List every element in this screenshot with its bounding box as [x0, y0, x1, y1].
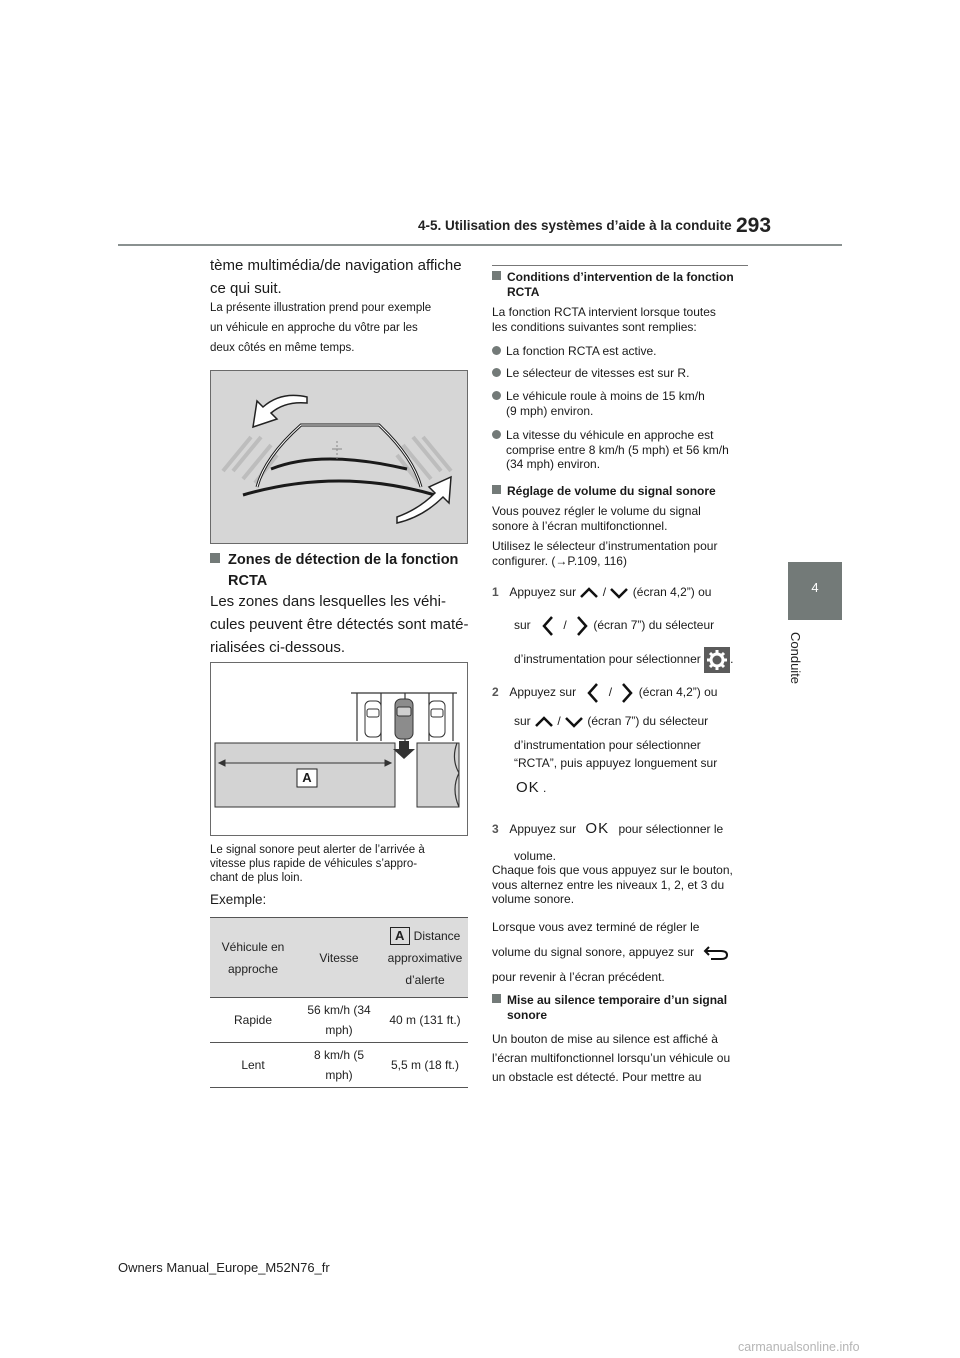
- body-line: configurer. (→P.109, 116): [492, 553, 627, 568]
- step-3-text: [492, 863, 733, 907]
- parked-car-left: [365, 701, 381, 737]
- zones-heading-line: Zones de détection de la fonction: [228, 552, 459, 568]
- heading-square-icon: [492, 485, 501, 494]
- step-1-line-2: [514, 615, 714, 637]
- zones-text-line: Les zones dans lesquelles les véhi-: [210, 593, 446, 610]
- sound-note-line: vitesse plus rapide de véhicules s’appro-: [210, 858, 418, 870]
- done-line-1: Lorsque vous avez terminé de régler le: [492, 920, 700, 934]
- intro-large-line: tème multimédia/de navigation affiche: [210, 257, 462, 274]
- body-line: Un bouton de mise au silence est affiché à: [492, 1032, 718, 1046]
- watermark: carmanualsonline.info: [738, 1340, 860, 1354]
- header-text: approche: [227, 961, 279, 976]
- chapter-number: 4: [811, 580, 819, 595]
- conditions-heading: [492, 270, 734, 299]
- sound-note: [210, 843, 425, 885]
- body-line: l’écran multifonctionnel lorsqu’un véhicule ou: [492, 1051, 731, 1065]
- arrow-down-icon: [564, 716, 584, 728]
- conditions-intro: [492, 305, 716, 334]
- table-cell: Rapide: [210, 998, 296, 1043]
- table-cell: Lent: [210, 1043, 296, 1088]
- chapter-label: [780, 632, 810, 692]
- body-line: vous alternez entre les niveaux 1, 2, et 3 du: [492, 877, 725, 892]
- header-rule: [118, 244, 842, 246]
- step-number: 2: [492, 685, 499, 700]
- arrow-down-icon: [609, 587, 629, 599]
- zone-a-box: A: [390, 927, 410, 945]
- heading-square-icon: [492, 271, 501, 280]
- zone-a-label: A: [302, 770, 312, 785]
- table-header-row: [210, 918, 468, 998]
- step-text: /: [563, 618, 567, 633]
- cell-text: mph): [325, 1023, 353, 1037]
- step-text: Appuyez sur: [509, 822, 577, 836]
- cell-text: mph): [325, 1068, 353, 1082]
- intro-small: [210, 298, 431, 358]
- sound-note-line: Le signal sonore peut alerter de l’arrivée à: [210, 844, 425, 856]
- zones-text-line: rialisées ci-dessous.: [210, 639, 346, 656]
- arrow-right-icon: [619, 682, 635, 704]
- intro-small-line: La présente illustration prend pour exemple: [210, 302, 432, 314]
- step-text: sur: [514, 618, 531, 633]
- zones-text: [210, 590, 468, 659]
- arrow-up-icon: [579, 587, 599, 599]
- condition-text: La fonction RCTA est active.: [506, 344, 657, 358]
- step-text: .: [543, 781, 547, 795]
- condition-item: [492, 428, 729, 472]
- step-text: .: [730, 652, 734, 667]
- step-text: /: [608, 685, 613, 700]
- header-text: approximative: [387, 950, 463, 965]
- step-text: Appuyez sur: [509, 585, 577, 599]
- rear-camera-svg: [211, 371, 468, 544]
- step-number: 3: [492, 822, 499, 836]
- table-header-cell: [210, 918, 296, 998]
- step-text: pour sélectionner le: [618, 822, 724, 836]
- done-line-3: pour revenir à l’écran précédent.: [492, 970, 665, 984]
- arrow-up-icon: [534, 716, 554, 728]
- step-text: (écran 7”) du sélecteur: [587, 714, 709, 728]
- step-text: (écran 4,2”) ou: [632, 585, 712, 599]
- section-rule: [492, 265, 748, 266]
- step-text: /: [557, 714, 561, 728]
- step-text: (écran 4,2”) ou: [638, 685, 718, 700]
- step-2-line-4: [516, 781, 546, 796]
- bullet-icon: [492, 391, 501, 400]
- cell-text: 8 km/h (5: [313, 1048, 364, 1062]
- arrow-right-icon: [574, 615, 590, 637]
- volume-intro: [492, 504, 701, 533]
- volume-intro-2: [492, 539, 717, 568]
- intro-small-line: deux côtés en même temps.: [210, 342, 355, 354]
- back-icon: [703, 945, 729, 961]
- body-line: Chaque fois que vous appuyez sur le bouton,: [492, 863, 733, 877]
- step-text: d’instrumentation pour sélectionner: [514, 738, 701, 752]
- intro-line: les conditions suivantes sont remplies:: [492, 319, 697, 334]
- bullet-icon: [492, 368, 501, 377]
- step-text: (écran 7”) du sélecteur: [593, 618, 715, 633]
- detection-zones-illustration: [210, 662, 468, 836]
- table-cell: [296, 1043, 382, 1088]
- condition-text: Le véhicule roule à moins de 15 km/h: [506, 389, 705, 403]
- condition-item: [492, 389, 705, 418]
- heading-text: sonore: [507, 1007, 548, 1022]
- step-3-line-2: volume.: [514, 849, 557, 863]
- zones-heading: [210, 550, 458, 592]
- volume-heading: [492, 484, 716, 499]
- body-line: sonore à l’écran multifonctionnel.: [492, 518, 668, 533]
- speed-distance-table: [210, 917, 468, 1088]
- parked-car-right: [429, 701, 445, 737]
- step-2-line-1: [492, 682, 717, 704]
- header-text: d’alerte: [405, 972, 445, 987]
- header-text: Distance: [413, 928, 461, 943]
- heading-text: Réglage de volume du signal sonore: [507, 484, 716, 498]
- zones-text-line: cules peuvent être détectés sont maté-: [210, 616, 469, 633]
- mute-text: [492, 1030, 730, 1087]
- bullet-icon: [492, 430, 501, 439]
- heading-square-icon: [210, 553, 220, 563]
- table-cell: [296, 998, 382, 1043]
- body-line: un obstacle est détecté. Pour mettre au: [492, 1070, 702, 1084]
- chapter-label-text: Conduite: [788, 632, 803, 685]
- rear-camera-illustration: [210, 370, 468, 544]
- zones-heading-line: RCTA: [228, 573, 268, 589]
- footer-text: Owners Manual_Europe_M52N76_fr: [118, 1260, 330, 1275]
- cell-text: 56 km/h (34: [307, 1003, 371, 1017]
- intro-large: [210, 254, 462, 300]
- heading-square-icon: [492, 994, 501, 1003]
- example-label: Exemple:: [210, 892, 267, 907]
- arrow-left-icon: [540, 615, 556, 637]
- own-car: [395, 699, 413, 739]
- arrow-left-icon: [585, 682, 601, 704]
- condition-text: (9 mph) environ.: [506, 403, 594, 418]
- table-row: [210, 998, 468, 1043]
- step-text: d’instrumentation pour sélectionner: [514, 652, 701, 667]
- intro-small-line: un véhicule en approche du vôtre par les: [210, 322, 418, 334]
- gear-icon: [704, 647, 730, 673]
- section-title: 4-5. Utilisation des systèmes d’aide à la conduite: [418, 218, 732, 233]
- step-text: “RCTA”, puis appuyez longuement sur: [514, 755, 718, 770]
- ok-icon: OK: [516, 779, 540, 796]
- page-number: 293: [736, 214, 772, 237]
- step-1-line-3: [514, 647, 733, 673]
- chapter-tab[interactable]: [788, 562, 842, 620]
- condition-text: (34 mph) environ.: [506, 457, 601, 471]
- step-1-line-1: [492, 585, 711, 600]
- ok-icon: OK: [585, 820, 610, 837]
- heading-text: Conditions d’intervention de la fonction: [507, 270, 734, 284]
- condition-item: [492, 366, 689, 381]
- step-2-line-2: [514, 714, 708, 729]
- condition-text: Le sélecteur de vitesses est sur R.: [506, 366, 690, 380]
- sound-note-line: chant de plus loin.: [210, 872, 303, 884]
- step-text: sur: [514, 714, 531, 728]
- step-2-line-3: [514, 738, 717, 770]
- mute-heading: [492, 993, 727, 1022]
- step-text: Appuyez sur: [509, 685, 577, 700]
- step-number: 1: [492, 585, 499, 599]
- header-text: Véhicule en: [221, 939, 285, 954]
- done-line-2: [492, 945, 729, 961]
- condition-text: comprise entre 8 km/h (5 mph) et 56 km/h: [506, 442, 729, 457]
- step-3-line-1: [492, 822, 723, 837]
- heading-text: RCTA: [507, 284, 540, 299]
- step-text: /: [602, 585, 607, 599]
- condition-item: [492, 344, 657, 359]
- intro-large-line: ce qui suit.: [210, 280, 282, 297]
- intro-line: La fonction RCTA intervient lorsque toutes: [492, 305, 716, 319]
- table-cell: 40 m (131 ft.): [382, 998, 468, 1043]
- table-cell: 5,5 m (18 ft.): [382, 1043, 468, 1088]
- condition-text: La vitesse du véhicule en approche est: [506, 428, 714, 442]
- table-row: [210, 1043, 468, 1088]
- heading-text: Mise au silence temporaire d’un signal: [507, 993, 728, 1007]
- body-line: Utilisez le sélecteur d’instrumentation pour: [492, 539, 718, 553]
- body-line: volume sonore.: [492, 892, 575, 906]
- table-header-cell: Vitesse: [296, 918, 382, 998]
- body-line: Vous pouvez régler le volume du signal: [492, 504, 701, 518]
- body-text: volume du signal sonore, appuyez sur: [492, 945, 695, 960]
- detection-zones-svg: [211, 663, 468, 836]
- table-header-cell: [382, 918, 468, 998]
- bullet-icon: [492, 346, 501, 355]
